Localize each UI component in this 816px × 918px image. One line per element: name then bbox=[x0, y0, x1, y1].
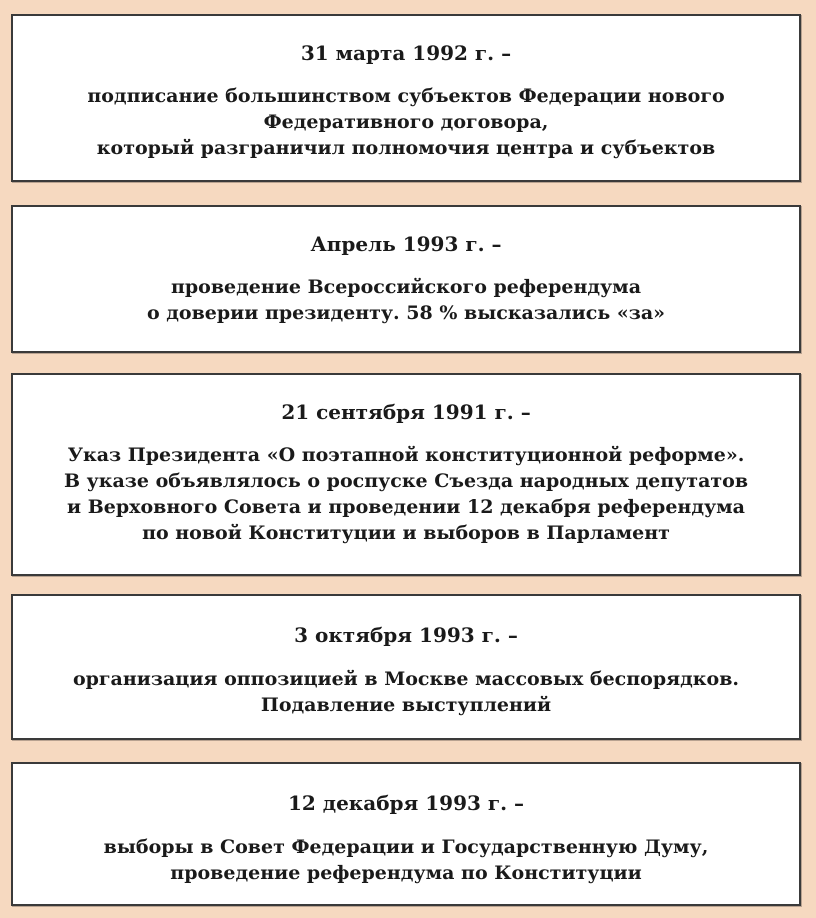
event-date: 21 сентября 1991 г. – bbox=[281, 400, 531, 424]
event-date: 3 октября 1993 г. – bbox=[294, 623, 518, 647]
event-description: подписание большинством субъектов Федерации нового Федеративного договора, который разграничил полномочия центра и субъектов bbox=[87, 85, 725, 159]
event-date: Апрель 1993 г. – bbox=[310, 232, 502, 256]
event-description: выборы в Совет Федерации и Государственную Думу, проведение референдума по Конституции bbox=[103, 836, 709, 884]
event-description: проведение Всероссийского референдума о доверии президенту. 58 % высказались «за» bbox=[146, 276, 666, 324]
event-date: 31 марта 1992 г. – bbox=[300, 41, 512, 65]
event-description: организация оппозицией в Москве массовых беспорядков. Подавление выступлений bbox=[72, 668, 740, 716]
event-description: Указ Президента «О поэтапной конституционной реформе». В указе объявлялось о роспуске Съезда народных депутатов и Верховного Совета и проведении 12 декабря референдума по новой Конституции и выборов в Парламент bbox=[63, 444, 749, 544]
event-card bbox=[11, 373, 801, 576]
event-card bbox=[11, 205, 801, 353]
event-card bbox=[11, 762, 801, 906]
event-card bbox=[11, 14, 801, 182]
event-date: 12 декабря 1993 г. – bbox=[287, 791, 525, 815]
event-card bbox=[11, 594, 801, 740]
